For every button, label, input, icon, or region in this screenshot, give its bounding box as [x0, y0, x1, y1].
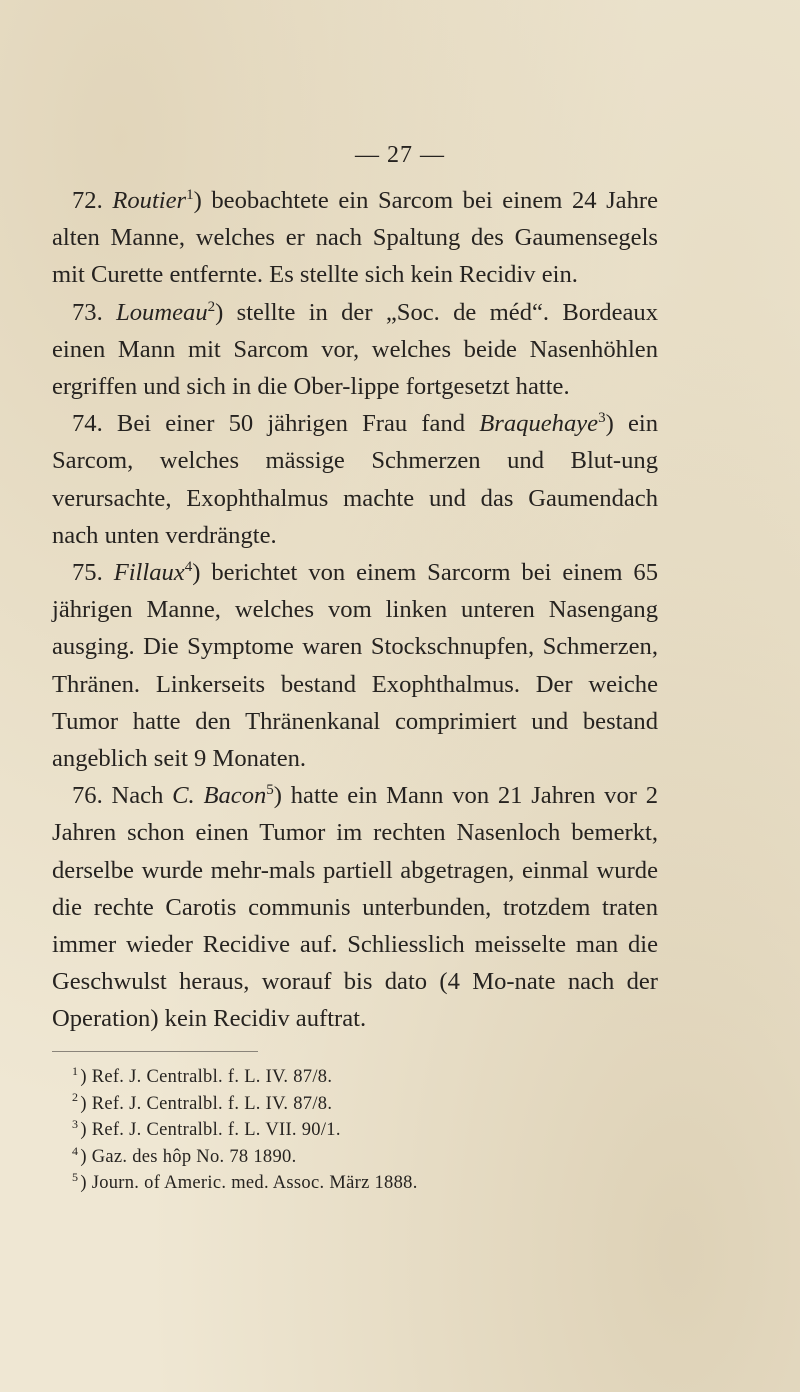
author-name: Loumeau	[116, 298, 208, 326]
paragraph-prefix: 74. Bei einer 50 jährigen Frau fand	[72, 410, 466, 438]
paragraph-text: berichtet von einem Sarcorm bei einem 65 jährigen Manne, welches vom linken unteren Nasengang ausging. Die Symptome waren Stockschnupfen, Schmerzen, Thränen. Linkerseits bestand Exophthalmus. Der weiche Tumor hatte den Thränenkanal comprimiert und bestand angeblich seit 9 Monaten.	[52, 559, 658, 773]
paragraph-text: hatte ein Mann von 21 Jahren vor 2 Jahren schon einen Tumor im rechten Nasenloch bemerkt, derselbe wurde mehr-mals partiell abgetragen, einmal wurde die rechte Carotis communis unterbunden, trotzdem traten immer wieder Recidive auf. Schliesslich meisselte man die Geschwulst heraus, worauf bis dato (4 Mo-nate nach der Operation) kein Recidiv auftrat.	[52, 782, 659, 1033]
footnote-ref: 4	[184, 558, 193, 575]
paragraph-prefix: 76. Nach	[72, 782, 164, 810]
footnote-text: ) Ref. J. Centralbl. f. L. IV. 87/8.	[80, 1067, 333, 1087]
author-name: Routier	[112, 187, 187, 214]
footnote-ref: 1	[186, 186, 194, 203]
paragraph-76: 76. Nach C. Bacon$^5$) hatte ein Mann von 21 Jahren vor 2 Jahren schon einen Tumor im rechten Nasenloch bemerkt, derselbe wurde mehr-mals partiell abgetragen, einmal wurde die rechte Carotis communis unterbunden, trotzdem traten immer wieder Recidive auf. Schliesslich meisselte man die Geschwulst heraus, worauf bis dato (4 Mo-nate nach der Operation) kein Recidiv auftrat.	[52, 782, 659, 1033]
paragraph-number: 75.	[72, 559, 103, 587]
footnote-mark: 3	[72, 1117, 79, 1132]
footnote-2	[72, 1091, 692, 1118]
footnote-3	[72, 1117, 692, 1144]
paragraph-74: 74. Bei einer 50 jährigen Frau fand Braquehaye$^3$) ein Sarcom, welches mässige Schmerzen und Blut-ung verursachte, Exophthalmus machte und das Gaumendach nach unten verdrängte.	[52, 410, 659, 549]
author-name: C. Bacon	[172, 782, 267, 810]
footnote-text: ) Ref. J. Centralbl. f. L. VII. 90/1.	[80, 1120, 341, 1141]
footnote-ref: 5	[266, 782, 274, 799]
footnote-ref: 2	[207, 298, 216, 315]
footnote-mark: 5	[72, 1170, 79, 1185]
paragraph-text: ein Sarcom, welches mässige Schmerzen und Blut-ung verursachte, Exophthalmus machte und das Gaumendach nach unten verdrängte.	[52, 410, 659, 549]
paragraph-number: 72.	[72, 187, 103, 214]
footnote-mark: 1	[72, 1063, 79, 1078]
page-number: — 27 —	[355, 142, 445, 168]
footnote-5	[72, 1170, 692, 1197]
author-name: Braquehaye	[479, 410, 599, 438]
footnote-4	[72, 1144, 692, 1171]
paragraph-number: 73.	[72, 298, 103, 326]
footnote-mark: 4	[72, 1143, 79, 1158]
footnotes	[72, 1064, 692, 1197]
main-text	[52, 182, 658, 1038]
paragraph-73: 73. Loumeau$^2$) stellte in der „Soc. de méd“. Bordeaux einen Mann mit Sarcom vor, welches beide Nasenhöhlen ergriffen und sich in die Ober-lippe fortgesetzt hatte.	[52, 298, 658, 401]
paragraph-text: beobachtete ein Sarcom bei einem 24 Jahre alten Manne, welches er nach Spaltung des Gaumensegels mit Curette entfernte. Es stellte sich kein Recidiv ein.	[52, 187, 658, 289]
footnote-1	[72, 1064, 692, 1091]
footnote-mark: 2	[72, 1090, 79, 1105]
paragraph-72: 72. Routier$^1$) beobachtete ein Sarcom bei einem 24 Jahre alten Manne, welches er nach Spaltung des Gaumensegels mit Curette entfernte. Es stellte sich kein Recidiv ein.	[52, 186, 658, 289]
footnote-text: ) Journ. of Americ. med. Assoc. März 1888.	[80, 1173, 418, 1194]
footnote-text: ) Gaz. des hôp No. 78 1890.	[80, 1146, 297, 1167]
footnote-ref: 3	[598, 410, 606, 427]
footnote-divider	[52, 1051, 258, 1052]
footnote-text: ) Ref. J. Centralbl. f. L. IV. 87/8.	[80, 1093, 333, 1114]
author-name: Fillaux	[113, 559, 185, 587]
paragraph-75: 75. Fillaux$^4$) berichtet von einem Sarcorm bei einem 65 jährigen Manne, welches vom linken unteren Nasengang ausging. Die Symptome waren Stockschnupfen, Schmerzen, Thränen. Linkerseits bestand Exophthalmus. Der weiche Tumor hatte den Thränenkanal comprimiert und bestand angeblich seit 9 Monaten.	[52, 558, 658, 773]
paragraph-text: stellte in der „Soc. de méd“. Bordeaux einen Mann mit Sarcom vor, welches beide Nasenhöhlen ergriffen und sich in die Ober-lippe fortgesetzt hatte.	[52, 298, 658, 401]
